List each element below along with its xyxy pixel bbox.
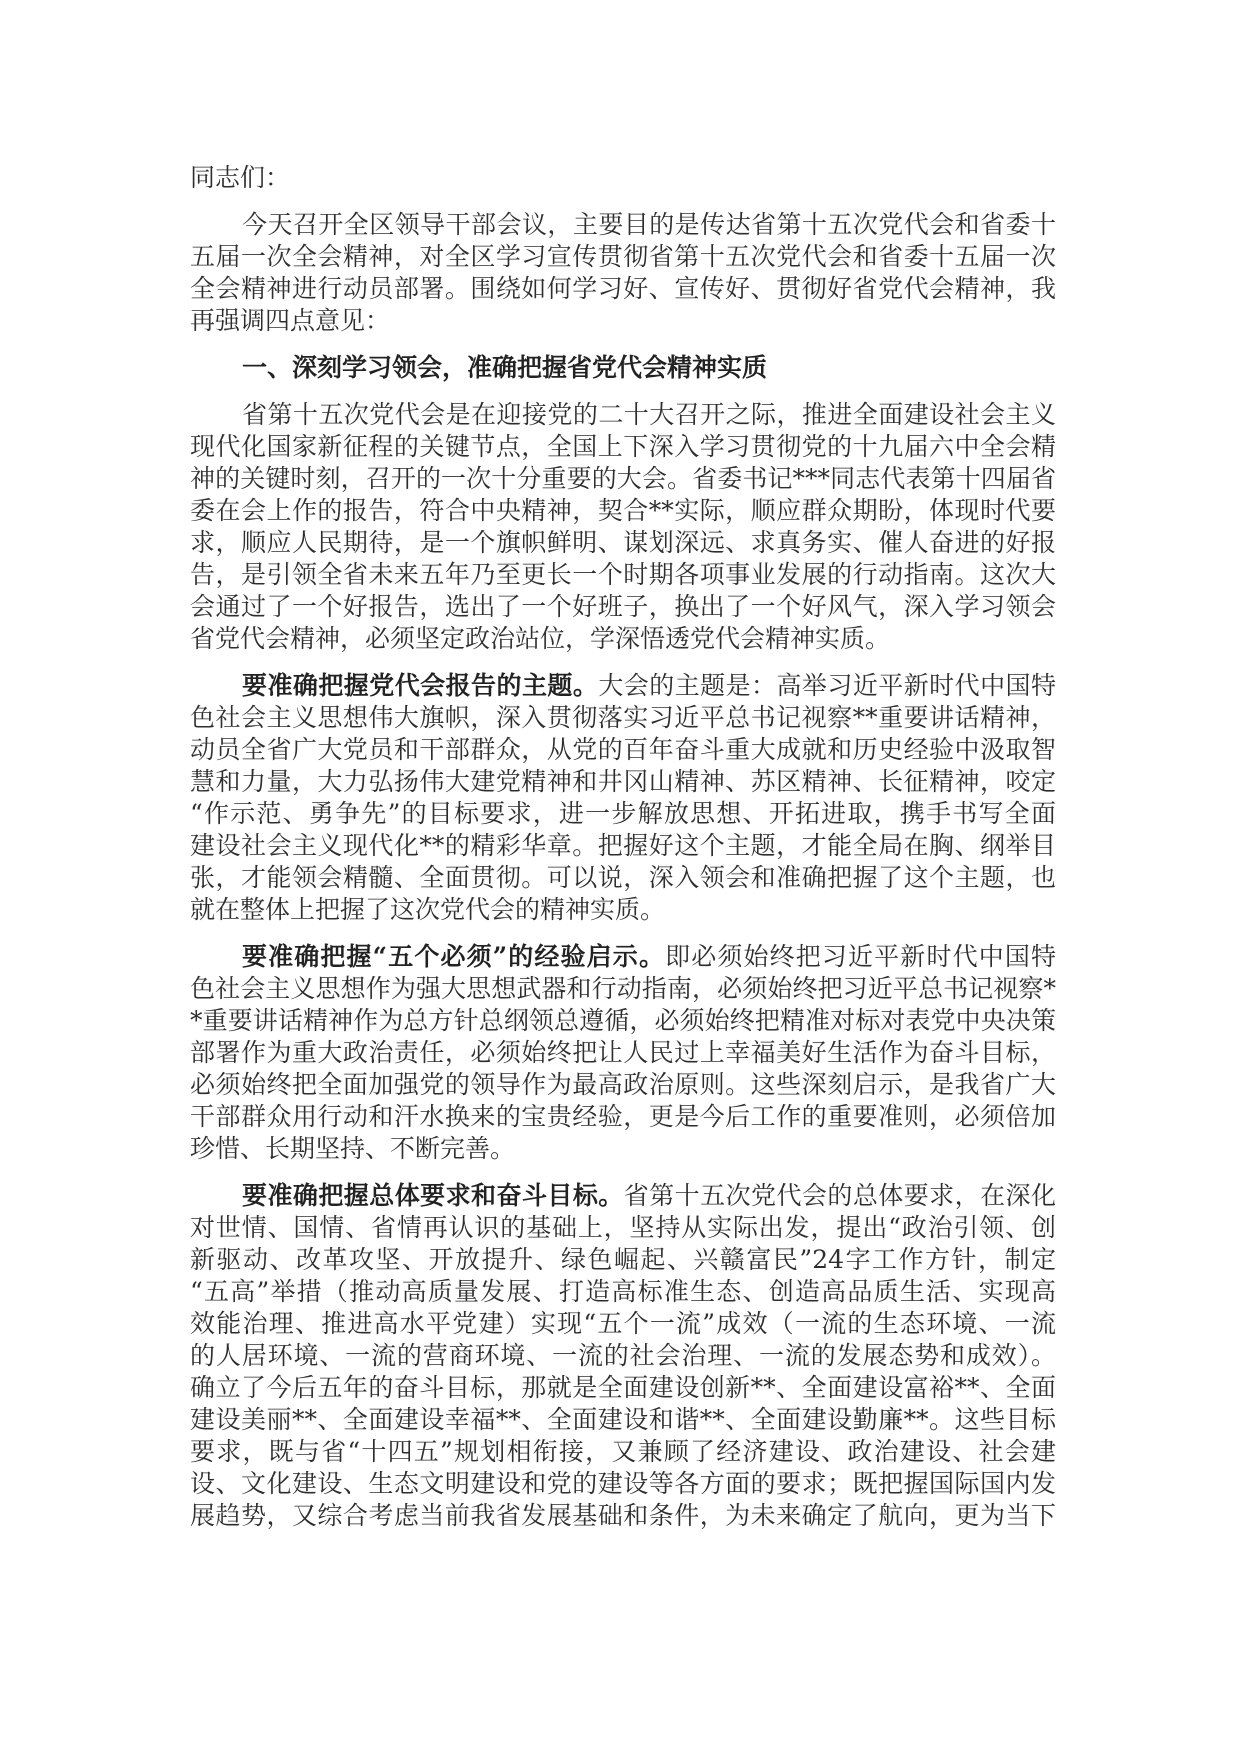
text-line	[190, 702, 1056, 734]
text-line	[190, 399, 1056, 431]
text-line	[190, 1212, 1056, 1244]
text-line	[190, 273, 1056, 305]
line-text: “作示范、勇争先”的目标要求，进一步解放思想、开拓进取，携手书写全面	[190, 799, 1056, 828]
text-line	[190, 1340, 1056, 1372]
text-line	[190, 527, 1056, 559]
line-text: 建设美丽**、全面建设幸福**、全面建设和谐**、全面建设勤廉**。这些目标	[190, 1405, 1056, 1434]
line-text: 求，顺应人民期待，是一个旗帜鲜明、谋划深远、求真务实、催人奋进的好报	[190, 528, 1056, 557]
text-line	[190, 941, 1056, 973]
text-line	[190, 431, 1056, 463]
salutation	[190, 162, 1056, 194]
paragraph	[190, 399, 1056, 655]
text-line	[190, 670, 1056, 702]
text-line	[190, 1180, 1056, 1212]
line-text: 神的关键时刻，召开的一次十分重要的大会。省委书记***同志代表第十四届省	[190, 464, 1056, 493]
line-text: 展趋势，又综合考虑当前我省发展基础和条件，为未来确定了航向，更为当下	[190, 1501, 1056, 1530]
line-text: 的人居环境、一流的营商环境、一流的社会治理、一流的发展态势和成效）。	[190, 1341, 1056, 1370]
text-line	[190, 591, 1056, 623]
text-line	[190, 766, 1056, 798]
text-line	[190, 734, 1056, 766]
line-text: 再强调四点意见：	[190, 306, 391, 335]
line-text: 色社会主义思想作为强大思想武器和行动指南，必须始终把习近平总书记视察*	[190, 974, 1056, 1003]
paragraph-lead: 要准确把握总体要求和奋斗目标。	[242, 1181, 624, 1210]
line-text: 省党代会精神，必须坚定政治站位，学深悟透党代会精神实质。	[190, 624, 891, 653]
text-line	[190, 559, 1056, 591]
text-line	[190, 798, 1056, 830]
text-line	[190, 1069, 1056, 1101]
text-line	[190, 209, 1056, 241]
text-line	[190, 1037, 1056, 1069]
line-text: 省第十五次党代会是在迎接党的二十大召开之际，推进全面建设社会主义	[242, 400, 1056, 429]
text-line	[190, 894, 1056, 926]
paragraph	[190, 1180, 1056, 1532]
section-heading	[190, 352, 1056, 384]
text-line	[190, 463, 1056, 495]
document-page	[190, 162, 1056, 1547]
line-text: 即必须始终把习近平新时代中国特	[665, 942, 1056, 971]
line-text: 全会精神进行动员部署。围绕如何学习好、宣传好、贯彻好省党代会精神，我	[190, 274, 1056, 303]
line-text: 新驱动、改革攻坚、开放提升、绿色崛起、兴赣富民”24字工作方针，制定	[190, 1245, 1056, 1274]
line-text: 设、文化建设、生态文明建设和党的建设等各方面的要求；既把握国际国内发	[190, 1469, 1056, 1498]
line-text: 慧和力量，大力弘扬伟大建党精神和井冈山精神、苏区精神、长征精神，咬定	[190, 767, 1056, 796]
text-line	[190, 862, 1056, 894]
text-line	[190, 162, 1056, 194]
line-text: 现代化国家新征程的关键节点，全国上下深入学习贯彻党的十九届六中全会精	[190, 432, 1056, 461]
line-text: 今天召开全区领导干部会议，主要目的是传达省第十五次党代会和省委十	[242, 210, 1056, 239]
text-line	[190, 1308, 1056, 1340]
line-text: 就在整体上把握了这次党代会的精神实质。	[190, 895, 666, 924]
paragraph-lead: 要准确把握党代会报告的主题。	[242, 671, 599, 700]
line-text: 张，才能领会精髓、全面贯彻。可以说，深入领会和准确把握了这个主题，也	[190, 863, 1056, 892]
line-text: 一、深刻学习领会，准确把握省党代会精神实质	[242, 353, 768, 382]
line-text: 同志们：	[190, 163, 291, 192]
text-line	[190, 1101, 1056, 1133]
text-line	[190, 830, 1056, 862]
line-text: 部署作为重大政治责任，必须始终把让人民过上幸福美好生活作为奋斗目标，	[190, 1038, 1056, 1067]
paragraph	[190, 941, 1056, 1165]
line-text: 五届一次全会精神，对全区学习宣传贯彻省第十五次党代会和省委十五届一次	[190, 242, 1056, 271]
text-line	[190, 1276, 1056, 1308]
text-line	[190, 973, 1056, 1005]
line-text: 建设社会主义现代化**的精彩华章。把握好这个主题，才能全局在胸、纲举目	[190, 831, 1056, 860]
text-line	[190, 1244, 1056, 1276]
line-text: 效能治理、推进高水平党建）实现“五个一流”成效（一流的生态环境、一流	[190, 1309, 1056, 1338]
line-text: 大会的主题是：高举习近平新时代中国特	[598, 671, 1056, 700]
text-line	[190, 352, 1056, 384]
text-line	[190, 305, 1056, 337]
line-text: 确立了今后五年的奋斗目标，那就是全面建设创新**、全面建设富裕**、全面	[190, 1373, 1056, 1402]
line-text: 告，是引领全省未来五年乃至更长一个时期各项事业发展的行动指南。这次大	[190, 560, 1056, 589]
line-text: 委在会上作的报告，符合中央精神，契合**实际，顺应群众期盼，体现时代要	[190, 496, 1056, 525]
line-text: 珍惜、长期坚持、不断完善。	[190, 1134, 516, 1163]
text-line	[190, 1500, 1056, 1532]
text-line	[190, 495, 1056, 527]
text-line	[190, 1005, 1056, 1037]
line-text: 对世情、国情、省情再认识的基础上，坚持从实际出发，提出“政治引领、创	[190, 1213, 1056, 1242]
text-line	[190, 1436, 1056, 1468]
paragraph	[190, 670, 1056, 926]
line-text: 会通过了一个好报告，选出了一个好班子，换出了一个好风气，深入学习领会	[190, 592, 1056, 621]
text-line	[190, 1133, 1056, 1165]
text-line	[190, 1468, 1056, 1500]
text-line	[190, 1372, 1056, 1404]
text-line	[190, 1404, 1056, 1436]
line-text: 动员全省广大党员和干部群众，从党的百年奋斗重大成就和历史经验中汲取智	[190, 735, 1056, 764]
line-text: *重要讲话精神作为总方针总纲领总遵循，必须始终把精准对标对表党中央决策	[190, 1006, 1056, 1035]
text-line	[190, 241, 1056, 273]
line-text: 干部群众用行动和汗水换来的宝贵经验，更是今后工作的重要准则，必须倍加	[190, 1102, 1056, 1131]
text-line	[190, 623, 1056, 655]
line-text: 省第十五次党代会的总体要求，在深化	[623, 1181, 1056, 1210]
line-text: 必须始终把全面加强党的领导作为最高政治原则。这些深刻启示，是我省广大	[190, 1070, 1056, 1099]
paragraph-lead: 要准确把握“五个必须”的经验启示。	[242, 942, 666, 971]
paragraph	[190, 209, 1056, 337]
line-text: 色社会主义思想伟大旗帜，深入贯彻落实习近平总书记视察**重要讲话精神，	[190, 703, 1056, 732]
line-text: “五高”举措（推动高质量发展、打造高标准生态、创造高品质生活、实现高	[190, 1277, 1056, 1306]
line-text: 要求，既与省“十四五”规划相衔接，又兼顾了经济建设、政治建设、社会建	[190, 1437, 1056, 1466]
